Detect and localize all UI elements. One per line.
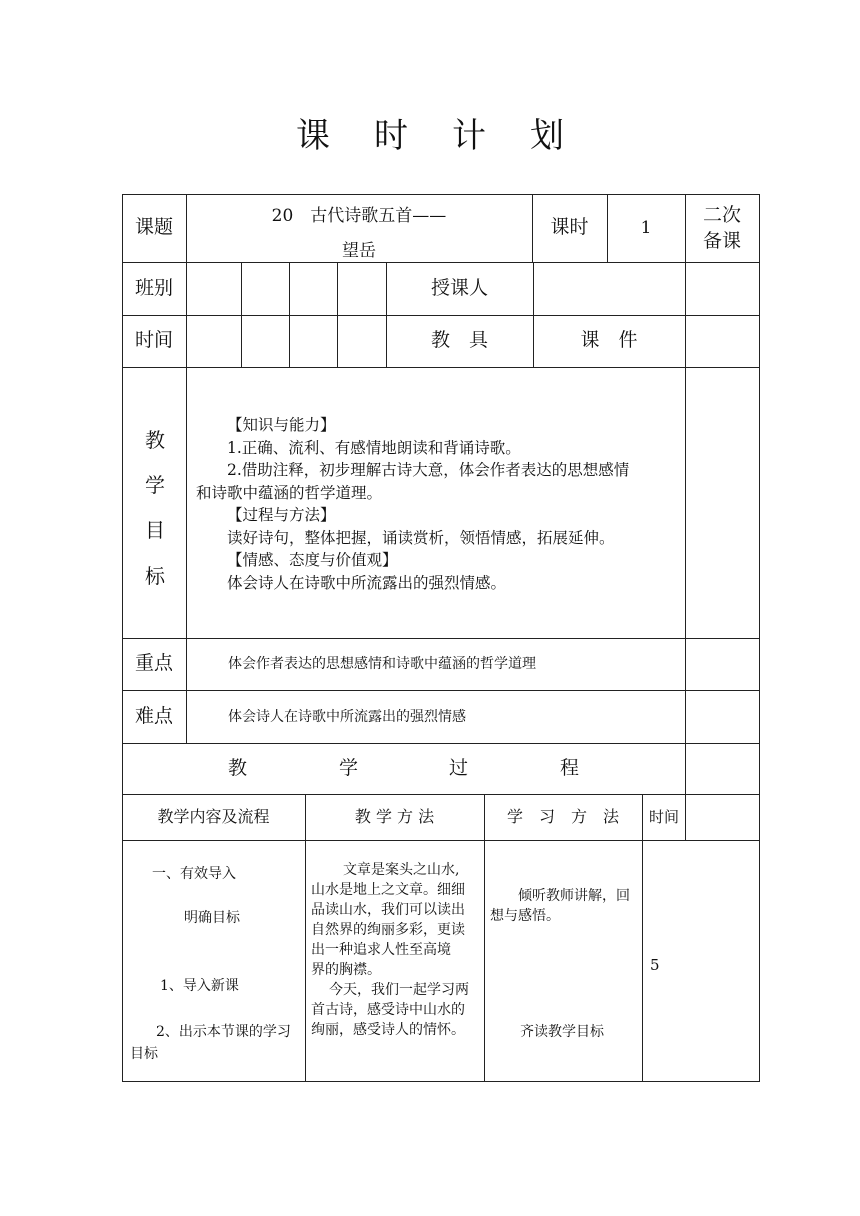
topic-label: 课题 — [134, 216, 173, 239]
second-prep-label: 二次备课 — [702, 204, 741, 252]
page-title: 课 时 计 划 — [296, 116, 564, 156]
goals-label-4: 标 — [145, 564, 165, 588]
class-label: 班别 — [134, 276, 173, 299]
difficulty-label: 难点 — [134, 704, 173, 727]
difficulty-text: 体会诗人在诗歌中所流露出的强烈情感 — [228, 709, 466, 725]
goal-item: 2.借助注释，初步理解古诗大意，体会作者表达的思想感情 — [227, 461, 630, 479]
process-title-4: 程 — [559, 756, 579, 779]
time-label: 时间 — [134, 329, 173, 352]
tools-value: 课 件 — [580, 329, 638, 352]
process-time-value: 5 — [650, 956, 660, 974]
goal-heading-emotion: 【情感、态度与价值观】 — [227, 551, 398, 569]
learning-method-text: 倾听教师讲解，回 想与感悟。 — [490, 888, 630, 924]
key-point-label: 重点 — [134, 652, 173, 675]
process-title-2: 学 — [338, 756, 358, 779]
learning-method-read-goals: 齐读教学目标 — [520, 1024, 604, 1040]
content-step-show-goals: 2、出示本节课的学习 — [156, 1024, 291, 1040]
goal-heading-process: 【过程与方法】 — [227, 506, 336, 524]
tools-label: 教 具 — [430, 329, 488, 352]
topic-title: 20 古代诗歌五首—— — [271, 205, 447, 226]
content-step-goal: 明确目标 — [184, 910, 240, 926]
content-step-new-lesson: 1、导入新课 — [160, 978, 239, 994]
period-label: 课时 — [550, 216, 589, 239]
teaching-goals — [196, 414, 680, 594]
key-point-text: 体会作者表达的思想感情和诗歌中蕴涵的哲学道理 — [228, 656, 536, 672]
process-title-3: 过 — [448, 756, 468, 779]
goals-label-3: 目 — [145, 518, 165, 542]
process-header-content: 教学内容及流程 — [157, 807, 270, 827]
goal-item: 1.正确、流利、有感情地朗读和背诵诗歌。 — [227, 438, 521, 457]
goals-label-2: 学 — [145, 473, 165, 497]
goal-item: 体会诗人在诗歌中所流露出的强烈情感。 — [227, 573, 507, 592]
process-header-method: 教 学 方 法 — [354, 807, 435, 827]
content-step-show-goals-cont: 目标 — [130, 1046, 158, 1062]
period-value: 1 — [640, 217, 652, 238]
process-header-learning: 学 习 方 法 — [506, 807, 619, 827]
teaching-method-text: 文章是案头之山水, 山水是地上之文章。细细 品读山水，我们可以读出 自然界的绚丽多彩，更读 出一种追求人性至高境 界的胸襟。 今天，我们一起学习两 首古诗，感受诗中山水的 绚丽，感受诗人的情怀。 — [311, 862, 469, 1038]
content-step-intro: 一、有效导入 — [152, 866, 236, 882]
process-title-1: 教 — [227, 756, 247, 779]
goal-heading-knowledge: 【知识与能力】 — [227, 416, 336, 434]
process-header-time: 时间 — [648, 807, 679, 826]
topic-subtitle: 望岳 — [342, 240, 376, 261]
goals-label-1: 教 — [145, 428, 165, 452]
goal-item: 读好诗句，整体把握，诵读赏析，领悟情感，拓展延伸。 — [227, 528, 615, 547]
teacher-label: 授课人 — [430, 276, 488, 299]
goal-item-continued: 和诗歌中蕴涵的哲学道理。 — [196, 483, 383, 502]
